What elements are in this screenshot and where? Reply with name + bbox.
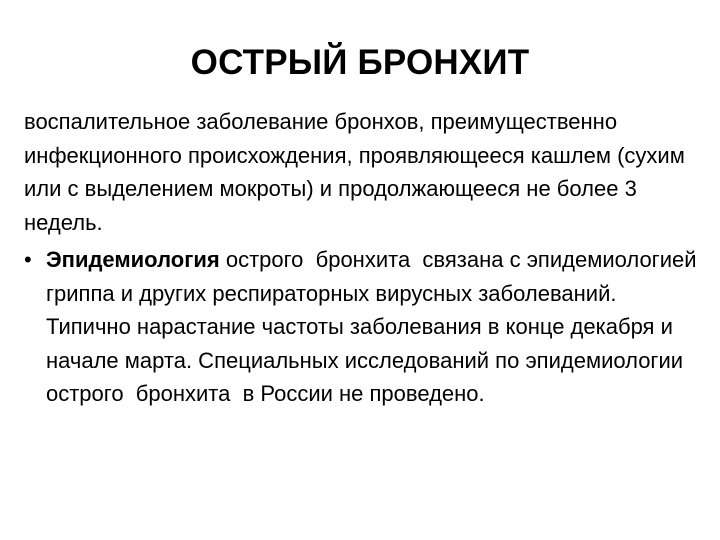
- slide-title: ОСТРЫЙ БРОНХИТ: [190, 43, 530, 82]
- epidemiology-bullet: [24, 243, 704, 411]
- definition-paragraph: воспалительное заболевание бронхов, преимущественно инфекционного происхождения, проявляющееся кашлем (сухим или с выделением мокроты) и продолжающееся не более 3 недель.: [24, 109, 685, 235]
- slide-body: [24, 105, 704, 411]
- bullet-term: Эпидемиология: [46, 247, 220, 272]
- bullet-text: острого бронхита связана с эпидемиологией гриппа и других респираторных вирусных заболеваний. Типично нарастание частоты заболевания в конце декабря и начале марта. Специальных исследований по эпидемиологии острого бронхита в России не проведено.: [46, 247, 703, 406]
- bullet-marker: •: [24, 247, 32, 272]
